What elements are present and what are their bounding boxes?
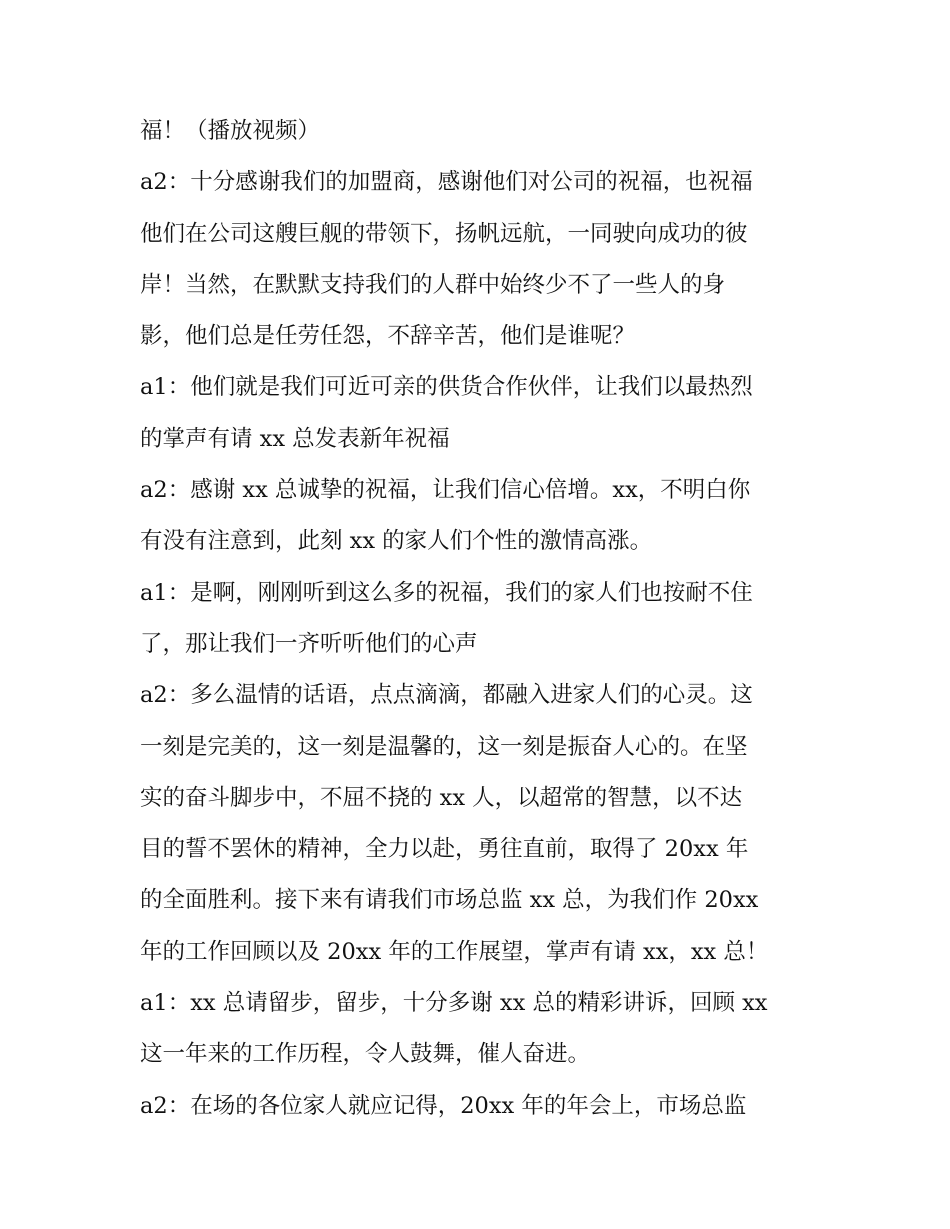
text-line: 的全面胜利。接下来有请我们市场总监 xx 总，为我们作 20xx [140,887,759,914]
text-line: a2：在场的各位家人就应记得，20xx 年的年会上，市场总监 [140,1092,747,1119]
text-line: 目的誓不罢休的精神，全力以赴，勇往直前，取得了 20xx 年 [140,836,749,863]
text-line: 他们在公司这艘巨舰的带领下，扬帆远航，一同驶向成功的彼 [140,220,748,247]
text-line: a1：xx 总请留步，留步，十分多谢 xx 总的精彩讲诉，回顾 xx [140,990,768,1017]
text-line: 岸！当然，在默默支持我们的人群中始终少不了一些人的身 [140,271,726,298]
text-line: 一刻是完美的，这一刻是温馨的，这一刻是振奋人心的。在坚 [140,733,748,760]
text-line: a1：是啊，刚刚听到这么多的祝福，我们的家人们也按耐不住 [140,579,753,606]
script-text [140,106,820,1132]
text-line: a1：他们就是我们可近可亲的供货合作伙伴，让我们以最热烈 [140,374,753,401]
text-line: 了，那让我们一齐听听他们的心声 [140,630,478,657]
text-line: 影，他们总是任劳任怨，不辞辛苦，他们是谁呢？ [140,323,636,350]
text-line: 有没有注意到，此刻 xx 的家人们个性的激情高涨。 [140,528,653,555]
text-line: 福！（播放视频） [140,118,321,144]
text-line: 年的工作回顾以及 20xx 年的工作展望，掌声有请 xx，xx 总！ [140,938,769,965]
text-line: 这一年来的工作历程，令人鼓舞，催人奋进。 [140,1041,591,1068]
text-line: 实的奋斗脚步中，不屈不挠的 xx 人，以超常的智慧，以不达 [140,784,743,811]
text-line: a2：十分感谢我们的加盟商，感谢他们对公司的祝福，也祝福 [140,169,753,196]
text-line: a2：感谢 xx 总诚挚的祝福，让我们信心倍增。xx，不明白你 [140,477,751,504]
text-line: a2：多么温情的话语，点点滴滴，都融入进家人们的心灵。这 [140,682,753,709]
text-line: 的掌声有请 xx 总发表新年祝福 [140,425,450,452]
